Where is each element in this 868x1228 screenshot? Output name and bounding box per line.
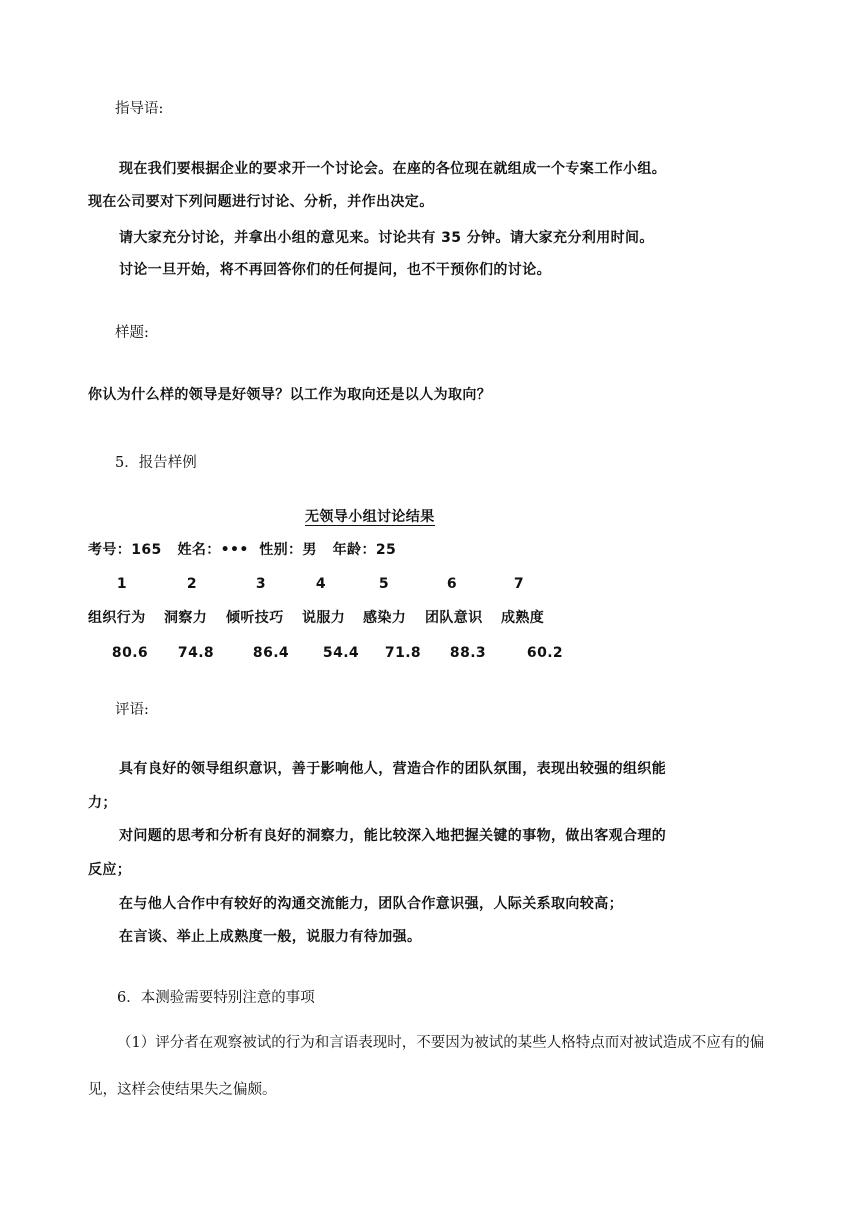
guidance-line-2: 现在公司要对下列问题进行讨论、分析，并作出决定。 <box>88 194 434 210</box>
index-4: 4 <box>315 576 327 592</box>
dimension-label: 组织行为 <box>88 610 146 626</box>
dimension-label: 说服力 <box>302 610 346 626</box>
report-heading: 5．报告样例 <box>115 455 197 471</box>
dimension-label: 洞察力 <box>164 610 208 626</box>
sample-question: 你认为什么样的领导是好领导？以工作为取向还是以人为取向？ <box>88 387 492 403</box>
report-title: 无领导小组讨论结果 <box>305 509 435 525</box>
index-2: 2 <box>186 576 198 592</box>
comment-line-3: 对问题的思考和分析有良好的洞察力，能比较深入地把握关键的事物，做出客观合理的 <box>119 828 667 844</box>
comment-line-5: 在与他人合作中有较好的沟通交流能力，团队合作意识强，人际关系取向较高； <box>119 896 623 912</box>
score-value: 74.8 <box>177 645 215 661</box>
score-value: 86.4 <box>252 645 290 661</box>
guidance-label: 指导语: <box>115 101 164 117</box>
candidate-info: 考号：165 姓名：••• 性别：男 年龄：25 <box>88 542 397 558</box>
score-value: 88.3 <box>449 645 487 661</box>
sample-label: 样题: <box>115 325 149 341</box>
score-value: 60.2 <box>526 645 564 661</box>
notes-heading: 6．本测验需要特别注意的事项 <box>117 990 315 1006</box>
guidance-line-1: 现在我们要根据企业的要求开一个讨论会。在座的各位现在就组成一个专案工作小组。 <box>119 161 667 177</box>
dimension-label: 团队意识 <box>425 610 483 626</box>
dimension-label: 成熟度 <box>501 610 545 626</box>
index-7: 7 <box>513 576 525 592</box>
comment-line-4: 反应； <box>88 862 132 878</box>
guidance-line-4: 讨论一旦开始，将不再回答你们的任何提问，也不干预你们的讨论。 <box>119 262 551 278</box>
score-value: 80.6 <box>111 645 149 661</box>
score-value: 54.4 <box>322 645 360 661</box>
score-value: 71.8 <box>384 645 422 661</box>
comment-label: 评语: <box>115 702 149 718</box>
dimension-label: 感染力 <box>363 610 407 626</box>
dimension-label: 倾听技巧 <box>226 610 284 626</box>
note-1-line-2: 见，这样会使结果失之偏颇。 <box>88 1082 277 1098</box>
index-3: 3 <box>255 576 267 592</box>
index-1: 1 <box>116 576 128 592</box>
index-6: 6 <box>446 576 458 592</box>
comment-line-1: 具有良好的领导组织意识，善于影响他人，营造合作的团队氛围，表现出较强的组织能 <box>119 761 667 777</box>
comment-line-2: 力； <box>88 795 117 811</box>
note-1-line-1: （1）评分者在观察被试的行为和言语表现时，不要因为被试的某些人格特点而对被试造成不应有的偏 <box>117 1035 765 1051</box>
comment-line-6: 在言谈、举止上成熟度一般，说服力有待加强。 <box>119 929 422 945</box>
guidance-line-3: 请大家充分讨论，并拿出小组的意见来。讨论共有 35 分钟。请大家充分利用时间。 <box>119 230 654 246</box>
index-5: 5 <box>378 576 390 592</box>
